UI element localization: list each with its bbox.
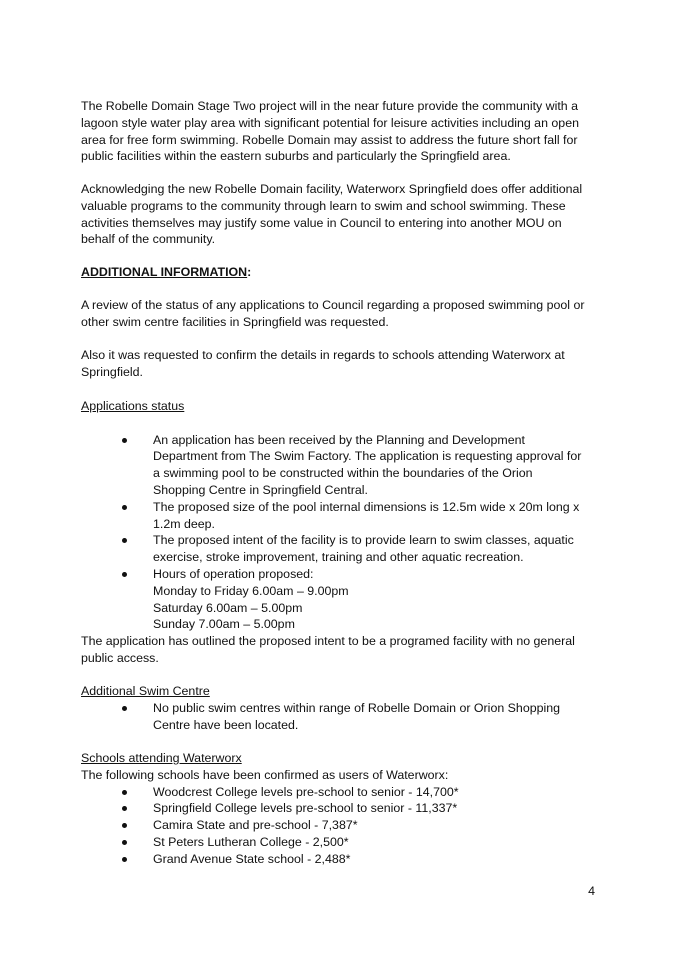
list-item: Camira State and pre-school - 7,387*: [81, 817, 601, 834]
text-line: Centre have been located.: [153, 717, 299, 732]
list-item: [81, 432, 601, 499]
text-line: public access.: [81, 650, 159, 665]
applications-bullet-list: [81, 432, 601, 634]
additional-information-heading: [81, 264, 601, 281]
text-line: exercise, stroke improvement, training and other aquatic recreation.: [153, 550, 524, 565]
text-line: public facilities within the eastern suburbs and particularly the Springfield area.: [81, 149, 511, 164]
text-line: A review of the status of any applications to Council regarding a proposed swimming pool or: [81, 298, 585, 312]
schools-bullet-list: [81, 784, 601, 868]
intro-paragraph-2: [81, 181, 601, 248]
additional-info-paragraph-2: [81, 347, 601, 381]
text-line: The following schools have been confirmed as users of Waterworx:: [81, 767, 449, 782]
text-line: No public swim centres within range of Robelle Domain or Orion Shopping: [153, 700, 561, 715]
text-line: Hours of operation proposed:: [153, 566, 314, 581]
text-line: valuable programs to the community through learn to swim and school swimming. These: [81, 198, 566, 213]
section-heading: Schools attending Waterworx: [81, 751, 242, 765]
swim-centre-bullet-list: [81, 700, 601, 734]
text-line: The Robelle Domain Stage Two project will in the near future provide the community with a: [81, 99, 579, 113]
text-line: area for free form swimming. Robelle Domain may assist to address the future short fall for: [81, 132, 578, 147]
heading-text: ADDITIONAL INFORMATION: [81, 265, 248, 279]
text-line: The application has outlined the proposed intent to be a programed facility with no general: [81, 634, 575, 649]
list-item: [81, 532, 601, 566]
text-line: Springfield.: [81, 364, 143, 379]
list-item: Springfield College levels pre-school to senior - 11,337*: [81, 800, 601, 817]
text-line: Shopping Centre in Springfield Central.: [153, 482, 368, 497]
text-line: The proposed size of the pool internal dimensions is 12.5m wide x 20m long x: [153, 499, 580, 514]
heading-colon: :: [247, 265, 252, 279]
section-heading: Additional Swim Centre: [81, 684, 210, 698]
text-line: Department from The Swim Factory. The application is requesting approval for: [153, 449, 582, 464]
text-line: Also it was requested to confirm the details in regards to schools attending Waterworx at: [81, 348, 565, 362]
list-item: [81, 700, 601, 734]
text-line: lagoon style water play area with significant potential for leisure activities including an open: [81, 115, 579, 130]
page-number: 4: [588, 884, 595, 898]
list-item: St Peters Lutheran College - 2,500*: [81, 834, 601, 851]
list-item: [81, 499, 601, 533]
applications-status-section: [81, 398, 601, 667]
text-line: Saturday 6.00am – 5.00pm: [153, 600, 303, 615]
text-line: An application has been received by the Planning and Development: [153, 432, 525, 447]
additional-swim-centre-section: [81, 683, 601, 733]
additional-info-paragraph-1: [81, 297, 601, 331]
text-line: Sunday 7.00am – 5.00pm: [153, 617, 295, 632]
list-item: [81, 566, 601, 633]
text-line: other swim centre facilities in Springfield was requested.: [81, 314, 389, 329]
list-item: Woodcrest College levels pre-school to senior - 14,700*: [81, 784, 601, 801]
text-line: 1.2m deep.: [153, 516, 215, 531]
text-line: behalf of the community.: [81, 232, 216, 247]
schools-section: [81, 750, 601, 868]
text-line: Monday to Friday 6.00am – 9.00pm: [153, 583, 349, 598]
text-line: Acknowledging the new Robelle Domain facility, Waterworx Springfield does offer additional: [81, 182, 583, 196]
spacer: [81, 415, 601, 432]
text-line: activities themselves may justify some value in Council to entering into another MOU on: [81, 215, 562, 230]
text-line: a swimming pool to be constructed within the boundaries of the Orion: [153, 466, 533, 481]
list-item: Grand Avenue State school - 2,488*: [81, 851, 601, 868]
section-heading: Applications status: [81, 399, 185, 413]
intro-paragraph-1: [81, 98, 601, 165]
text-line: The proposed intent of the facility is to provide learn to swim classes, aquatic: [153, 533, 574, 548]
